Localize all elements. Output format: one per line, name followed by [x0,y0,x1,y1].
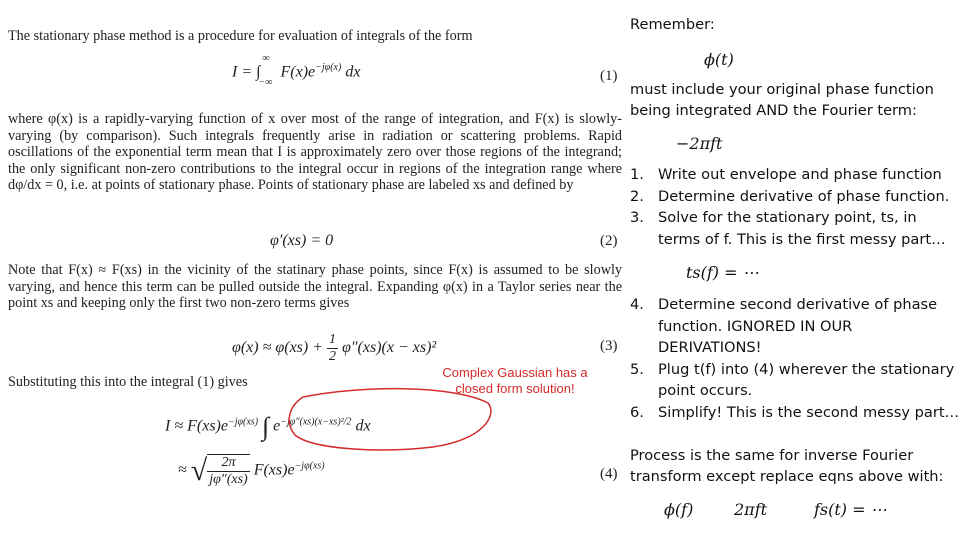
equation-1 [232,53,361,89]
must-include-text: must include your original phase function being integrated AND the Fourier term: [630,81,934,119]
eq1-body: F(x)e [280,63,316,81]
eq3-half-fraction [327,332,338,365]
step-5 [630,359,960,402]
step-4 [630,294,960,359]
stationary-point-inverse-equation: fs(t) = ⋯ [814,500,887,519]
eq4b-sqrt-fraction [207,454,249,488]
step-6-text: Simplify! This is the second messy part… [658,403,960,421]
eq1-upper-limit: ∞ [262,53,270,65]
eq1-lhs: I = ∫ [232,63,261,81]
eq4b-sqrt-den: jφ″(xs) [209,472,248,487]
steps-list-first [630,164,960,250]
step-4-number: 4. [630,296,644,313]
annotation-note: Complex Gaussian has a closed form solution! [442,365,588,396]
step-4-text: Determine second derivative of phase function. IGNORED IN OUR DERIVATIONS! [658,296,938,356]
equation-2: φ′(xs) = 0 [270,232,334,249]
eq4a-integral-sign: ∫ [262,412,270,441]
step-5-number: 5. [630,360,644,378]
eq3-rhs: φ″(xs)(x − xs)² [342,339,437,357]
eq4a-exponent: −jφ(xs) [227,416,259,428]
eq4b-exponent: −jφ(xs) [294,460,325,472]
eq4a-lhs: I ≈ F(xs)e [165,417,228,435]
eq2-number: (2) [600,233,618,249]
taylor-paragraph: Note that F(x) ≈ F(xs) in the vicinity of the statinary phase points, since F(x) is assumed to be slowly varying, and hence this term can be pulled outside the integral. Expanding φ(x) in a Taylor series near the point xs and keeping only the first two non-zero terms gives [8,262,622,312]
step-2 [630,186,960,208]
eq4a-gaussian-exponent: −jφ″(xs)(x−xs)²/2 [280,416,352,428]
eq4a-dx: dx [355,417,371,435]
step-3-number: 3. [630,209,644,226]
stationary-point-equation: ts(f) = ⋯ [686,263,759,282]
step-1-text: Write out envelope and phase function [658,166,942,183]
sqrt-icon: √ [190,454,208,487]
intro-paragraph: The stationary phase method is a procedure for evaluation of integrals of the form [8,28,473,44]
step-1-number: 1. [630,166,644,183]
eq4b-rhs: F(xs)e [253,461,295,479]
eq4b-sqrt-num: 2π [207,455,249,472]
fourier-term: −2πft [676,134,723,153]
phase-function-t: ϕ(t) [704,50,734,69]
remember-heading: Remember: [630,16,715,33]
step-1 [630,164,960,186]
eq1-number: (1) [600,68,618,84]
eq3-number: (3) [600,338,618,354]
equation-3 [232,332,436,365]
eq3-lhs: φ(x) ≈ φ(xs) + [232,339,324,357]
steps-list-second [630,294,960,423]
step-6 [630,402,960,424]
step-6-number: 6. [630,403,644,421]
eq3-frac-den: 2 [329,349,337,364]
eq3-frac-num: 1 [329,332,337,347]
eq1-lower-limit: −∞ [258,77,273,89]
step-3-text: Solve for the stationary point, ts, in terms of f. This is the first messy part… [658,209,946,248]
eq4b-approx: ≈ [178,461,187,479]
inverse-fourier-term: 2πft [734,500,768,519]
eq1-exponent: −jφ(x) [315,62,342,73]
eq4-number: (4) [600,466,618,482]
step-5-text: Plug t(f) into (4) wherever the stationary point occurs. [658,360,955,399]
notes-panel [628,0,960,540]
eq4a-body: e [273,417,281,435]
substitution-paragraph: Substituting this into the integral (1) gives [8,374,248,390]
description-paragraph: where φ(x) is a rapidly-varying function of x over most of the range of integration, and F(x) is slowly-varying (by comparison). Such integrals frequently arise in radiation or scattering problems. Rapid oscillations of the exponential term mean that I is approximately zero over those regions of the integrand; the only significant non-zero contributions to the integral occur in regions of the integration range where dφ/dx = 0, i.e. at points of stationary phase. Points of stationary phase are labeled xs and defined by [8,111,622,194]
step-3 [630,207,960,250]
process-text: Process is the same for inverse Fourier transform except replace eqns above with: [630,447,944,485]
step-2-text: Determine derivative of phase function. [658,187,950,205]
annotation-circle-icon [283,385,498,455]
phase-function-f: ϕ(f) [664,500,694,519]
equation-4b [178,454,325,488]
step-2-number: 2. [630,187,644,205]
eq1-dx: dx [345,63,361,81]
